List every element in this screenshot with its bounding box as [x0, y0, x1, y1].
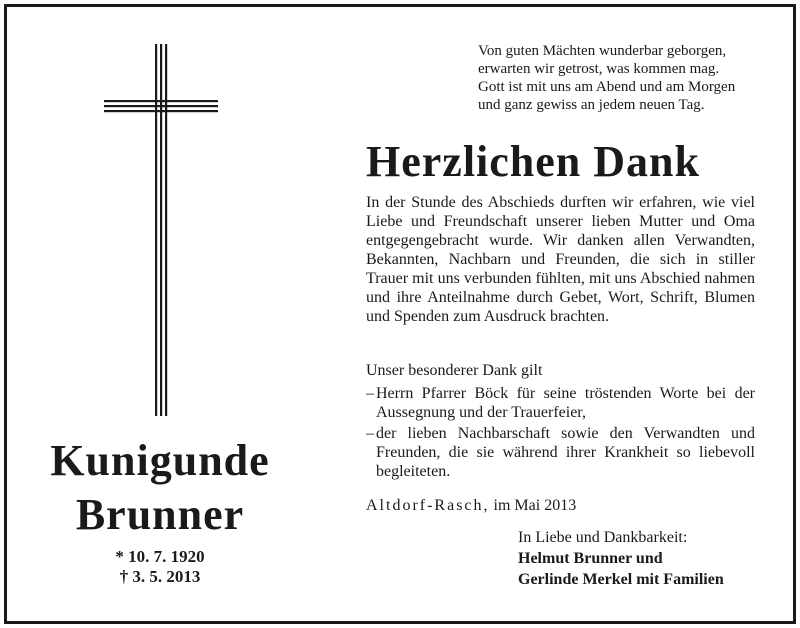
- list-item-text: der lieben Nachbarschaft sowie den Verwandten und Freunden, die sie während ihrer Krankheit so liebevoll begleiteten.: [376, 425, 755, 480]
- place-and-date: [366, 496, 766, 515]
- death-date: † 3. 5. 2013: [119, 567, 201, 586]
- thanks-body-text: In der Stunde des Abschieds durften wir erfahren, wie viel Liebe und Freundschaft unserer lieben Mutter und Oma entgegengebracht wurde. Wir danken allen Verwandten, Bekannten, Nachbarn und Freunden, die sich in stiller Trauer mit uns verbunden fühlten, mit uns Abschied nahmen und ihre Anteilnahme durch Gebet, Wort, Schrift, Blumen und Spenden zum Ausdruck brachten.: [366, 194, 755, 325]
- poem-verse: [478, 42, 778, 114]
- list-item-text: Herrn Pfarrer Böck für seine tröstenden Worte bei der Aussegnung und der Trauerfeier,: [376, 385, 755, 421]
- special-thanks-list: [366, 384, 755, 483]
- poem-line: Gott ist mit uns am Abend und am Morgen: [478, 79, 736, 95]
- headline: Herzlichen Dank: [366, 137, 700, 186]
- place-name: Altdorf-Rasch,: [366, 497, 490, 514]
- deceased-first-name: Kunigunde: [50, 436, 270, 485]
- signature-name: Gerlinde Merkel mit Familien: [518, 571, 724, 588]
- list-item: [366, 424, 755, 481]
- signature-name: Helmut Brunner und: [518, 550, 663, 567]
- poem-line: Von guten Mächten wunderbar geborgen,: [478, 43, 727, 59]
- cross-icon: [104, 44, 218, 416]
- signature-intro: In Liebe und Dankbarkeit:: [518, 529, 688, 546]
- dash-bullet: –: [366, 425, 374, 442]
- birth-date: * 10. 7. 1920: [115, 547, 205, 566]
- list-item: [366, 384, 755, 422]
- special-thanks-intro: Unser besonderer Dank gilt: [366, 362, 543, 379]
- poem-line: erwarten wir getrost, was kommen mag.: [478, 61, 720, 77]
- date-text: im Mai 2013: [493, 497, 577, 514]
- signature-block: [518, 527, 778, 590]
- deceased-last-name: Brunner: [75, 490, 245, 539]
- dash-bullet: –: [366, 385, 374, 402]
- poem-line: und ganz gewiss an jedem neuen Tag.: [478, 97, 705, 113]
